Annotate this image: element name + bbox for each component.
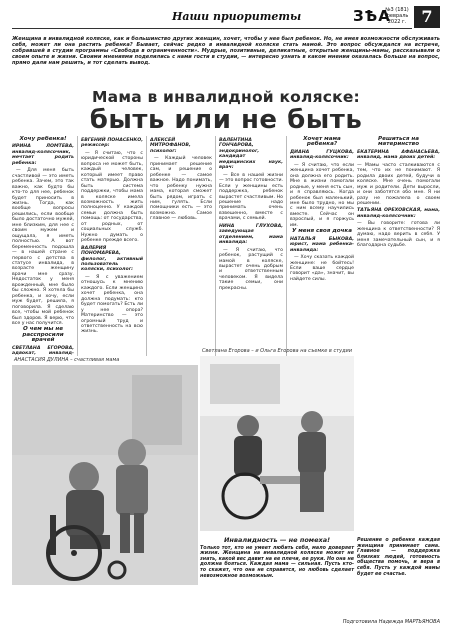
column-heading: Хочу ребенка! — [19, 136, 67, 142]
bottom-box-text: Только тот, кто не умеет любить себя, мало доверяет жизни. Женщина на инвалидной коляске может не знать, какой вес давит на ее плечи, ее руки. Но она не должна бояться. Каждая мама — сильная. Пусть кто-то скажет, что она не справится, но любовь сделает невозможное возможным. — [200, 545, 355, 579]
byline: ВАЛЕРИЯ ПОНОМАРЕВА, филолог, активный пользователь коляски, психолог: — [81, 245, 143, 273]
column-divider — [215, 136, 216, 356]
byline: НАТАЛЬЯ БЫКОВА, юрист, мама ребенка-инвалида: — [290, 236, 354, 253]
column-divider — [286, 136, 287, 356]
photo-illustration — [200, 356, 354, 531]
issue-info: №3 (181) февраль 2022 г. — [385, 7, 409, 25]
byline: СВЕТЛАНА ЕГОРОВА, адвокат, инвалид- — [12, 345, 74, 356]
headline-line2: быть или не быть — [89, 105, 363, 135]
column-4 — [219, 136, 283, 356]
column-text: — Я считаю, что ребенок, растущий с мамой в коляске, вырастет очень добрым и ответственным человеком. Я видела такие семьи, они прекрасны. — [219, 247, 283, 291]
rubric-title: Наши приоритеты — [172, 10, 302, 23]
bottom-box-heading: Инвалидность — не помеха! — [223, 536, 331, 544]
byline: ВАЛЕНТИНА ГОНЧАРОВА, эндокринолог, кандидат медицинских наук, врач: — [219, 138, 283, 171]
column-3 — [150, 136, 212, 356]
byline: ИРИНА ЛОМТЕВА, инвалид-колясочник, мечтает родить ребенка: — [12, 144, 74, 166]
column-text: — Для меня быть счастливой — это иметь ребенка. Зачем, это так важно, как будто бы кто-то для нее, ребенок будет приносить в жизнь. Тогда, как вообще вопросы решились, если вообще было достаточно мужей, мне близким, для нее с своим мужем и ощущала, я иметь полностью. А вот беременность подошла — в нашей стране с первого с детства в статусе инвалида, в возрасте женщину врачи мне сразу. Недостаток у меня врожденный, мне было бы сложно. Я хотела бы ребенка, и хочу, если муж будет, решила, я поговорила. Я сделаю все, чтобы мой ребенок был здоров. Я верю, что все у нас получится. — [12, 168, 74, 326]
byline: АЛЕКСЕЙ МИТРОФАНОВ, психолог: — [150, 138, 191, 154]
column-text: — Все в нашей жизни — это вопрос готовности. Если у женщины есть поддержка, ребенок вырастет счастливым. Но решение надо принимать очень взвешенно, вместе с врачами, с семьей. — [219, 172, 283, 222]
column-text: — Вы говорите: готова ли женщина к ответственности? Я думаю, надо верить в себя. У меня замечательный сын, и я благодарна судьбе. — [357, 221, 440, 249]
right-column — [357, 136, 440, 451]
page-number: 7 — [414, 6, 440, 28]
headline — [12, 88, 440, 134]
byline: НИНА ГЛУХОВА, заведующая отделением, мама инвалида: — [219, 223, 283, 246]
column-text: — Я с уважением отношусь к мнению каждого. Если женщина хочет ребенка, она должна подумать: кто будет помогать? Есть ли у нее опора? Материнство — это огромный труд и ответственность на всю жизнь. — [81, 274, 143, 335]
column-text: — Мамы часто сталкиваются с тем, что их не понимают. Я родила двоих детей, будучи в коляске. Мне очень помогали муж и родители. Дети выросли, и они заботятся обо мне. Я ни разу не пожалела о своем решении. — [357, 162, 440, 206]
column-5 — [290, 136, 354, 356]
column-text: — Я считаю, что с юридической стороны вопроса не может быть, каждый человек, который имеет право стать матерью. Должна быть система поддержки, чтобы мама в коляске имела возможность жить полноценно. У каждой семьи должна быть помощь: от государства, от родных, от социальных служб. Нужно думать о ребенке прежде всего. — [81, 150, 143, 244]
byline: ЕВГЕНИЙ ПОНАСЕНКО, режиссер: — [81, 138, 143, 149]
photo-mother-wheelchair — [12, 365, 198, 585]
photo-studio — [200, 356, 354, 531]
right-photo-caption: Светлана Егорова – и Ольга Егорова на съемке в студии — [201, 348, 353, 354]
column-1 — [12, 136, 74, 356]
byline: ДИАНА ГУЦКОВА, инвалид-колясочник: — [290, 149, 354, 161]
page-header — [12, 4, 440, 32]
column-text: — Я считаю, что если женщина хочет ребенка, она должна его родить. Мне в жизни помогали родные, у меня есть сын, и я справляюсь. Когда ребенок был маленький, мне было трудно, но мы с ним всему научились вместе. Сейчас он взрослый, и я горжусь им. — [290, 162, 354, 228]
column-divider — [77, 136, 78, 356]
byline: ТАТЬЯНА ОРЕХОВСКАЯ, мама, инвалид-колясочник: — [357, 208, 440, 219]
bottom-box — [200, 538, 354, 608]
bottom-right-text: Решение о ребенке каждая женщина принимает сама. Главное — поддержка близких людей, готовность общества помочь, и вера в себя. Пусть у каждой мамы будет ее счастье. — [357, 538, 440, 577]
lead-paragraph: Женщина в инвалидной коляске, как и большинство других женщин, хочет, чтобы у нее был ребенок. Но, не имея возможности обслуживать себя, может ли она растить ребенка? Бывает, сейчас редко в инвалидной коляске стать мамой. Это вопрос обсуждался на встрече, собравшей в студии программы «Свобода в ограниченности». Мудрые, позитивные, деликатные, открытые женщины-мамы, рассказывали о своем опыте и жизни. Своими мнениями поделились с нами гости в студии, — интересно узнать в каком мнении оказалась больше на вопрос, прямо дали нам решить, и тот сделать вывод. — [12, 36, 440, 66]
header-rule — [12, 28, 412, 29]
headline-line1: Мама в инвалидной коляске: — [92, 88, 360, 106]
column-divider — [146, 136, 147, 356]
left-photo-caption: АНАСТАСИЯ ДУЛИНА – счастливая мама — [14, 357, 120, 363]
photo-illustration — [12, 365, 198, 585]
author-signature: Подготовила Надежда МАРТЬЯНОВА — [342, 619, 440, 625]
column-heading: Хочет мама ребенка? — [303, 136, 341, 148]
column-text: — Каждый человек принимает решение сам, и решение о ребенке — самое важное. Надо понимать, что ребенку нужна мама, которая сможет быть рядом, играть с ним, гулять. Если помощники есть — это возможно. Самое главное — любовь. — [150, 156, 212, 222]
column-heading: У меня своя дочка — [291, 228, 353, 235]
newspaper-logo: ЗѢА — [353, 7, 391, 25]
column-2 — [81, 136, 143, 356]
column-heading: Решиться на материнство — [377, 136, 420, 148]
column-text: — Хочу сказать каждой женщине: не бойтесь! Если ваше сердце говорит «да», значит, вы найдете силы. — [290, 255, 354, 282]
byline: ЕКАТЕРИНА АФАНАСЬЕВА, инвалид, мама двоих детей: — [357, 149, 440, 161]
column-heading: О чем мы не расспросили врачей — [22, 326, 64, 344]
